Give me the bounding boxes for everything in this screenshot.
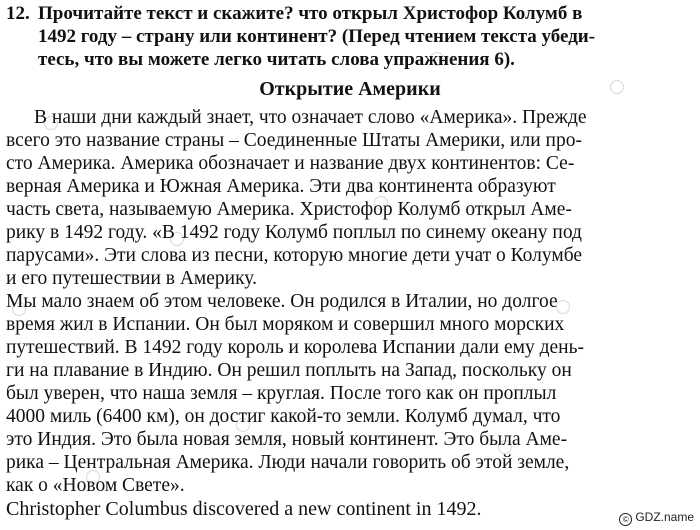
- paragraph-2-line: как о «Новом Свете».: [6, 475, 185, 496]
- paragraph-1-line: часть света, называемую Америка. Христофор Колумб открыл Аме-: [6, 199, 572, 220]
- paragraph-1-line: рику в 1492 году. «В 1492 году Колумб поплыл по синему океану под: [6, 222, 582, 243]
- watermark-mark: [556, 300, 570, 314]
- site-credit: [619, 510, 694, 526]
- exercise-number: 12.: [6, 3, 30, 24]
- answer-sentence: Christopher Columbus discovered a new continent in 1492.: [6, 498, 482, 520]
- paragraph-1-line: сто Америка. Америка обозначает и название двух континентов: Се-: [6, 153, 575, 174]
- paragraph-1-line: и его путешествии в Америку.: [6, 268, 257, 289]
- paragraph-2-line: путешествий. В 1492 году король и королева Испании дали ему день-: [6, 337, 584, 358]
- paragraph-2-line: это Индия. Это была новая земля, новый континент. Это была Аме-: [6, 429, 568, 450]
- copyright-icon: ©: [619, 513, 632, 526]
- paragraph-2-line: был уверен, что наша земля – круглая. После того как он проплыл: [6, 383, 557, 404]
- paragraph-2-line: время жил в Испании. Он был моряком и совершил много морских: [6, 314, 565, 335]
- paragraph-2-line: ги на плавание в Индию. Он решил поплыть на Запад, поскольку он: [6, 360, 572, 381]
- paragraph-1-line: верная Америка и Южная Америка. Эти два континента образуют: [6, 176, 556, 197]
- paragraph-1-line: всего это название страны – Соединенные Штаты Америки, или про-: [6, 130, 582, 151]
- paragraph-1-line: В наши дни каждый знает, что означает слово «Америка». Прежде: [34, 107, 587, 128]
- paragraph-2-line: 4000 миль (6400 км), он достиг какой-то земли. Колумб думал, что: [6, 406, 561, 427]
- paragraph-2-line: рика – Центральная Америка. Люди начали говорить об этой земле,: [6, 452, 570, 473]
- text-title: Открытие Америки: [259, 78, 441, 100]
- exercise-instruction-line: 1492 году – страну или континент? (Перед чтением текста убеди-: [38, 26, 596, 47]
- exercise-instruction-line: Прочитайте текст и скажите? что открыл Христофор Колумб в: [38, 3, 583, 24]
- paragraph-1-line: парусами». Эти слова из песни, которую многие дети учат о Колумбе: [6, 245, 583, 266]
- paragraph-2-line: Мы мало знаем об этом человеке. Он родился в Италии, но долгое: [6, 291, 558, 312]
- site-name: GDZ.name: [635, 510, 694, 524]
- exercise-instruction-line: тесь, что вы можете легко читать слова упражнения 6).: [38, 49, 515, 70]
